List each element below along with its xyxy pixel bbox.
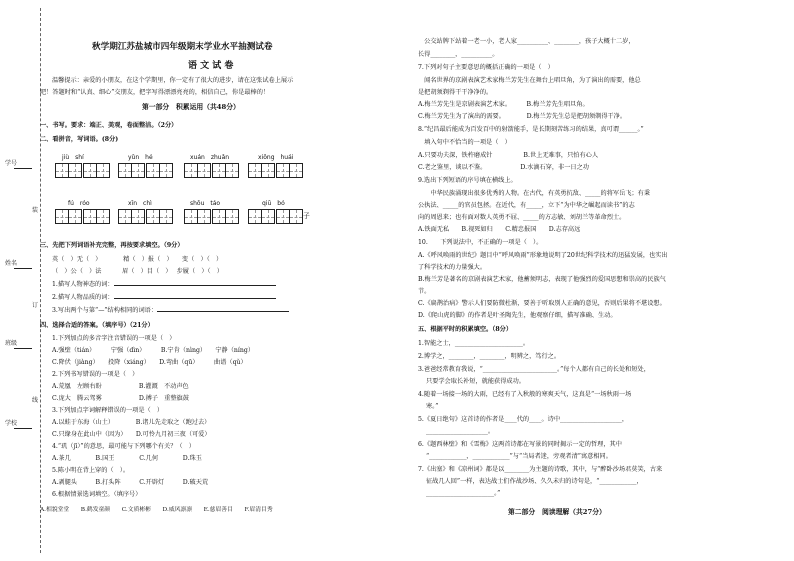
label-school: 学校 [5,420,18,427]
s5-7-cont2: ______________________。” [426,490,501,497]
q9-passage-2: 公执法、_____的官员包拯。在近代，有_____，立下“为中华之崛起而读书”的志 [418,202,635,209]
sep-xian: 线 [32,397,39,404]
s5-7-cont: 征战几人回”一样，表达战士们作战沙场、久久未归的诗句是，“____________， [426,478,643,485]
q7-cd: C.梅兰芳先生为了演出的需要。 D.梅兰芳先生总是把胡须剃得干净。 [418,113,627,120]
s5-3-cont: 只要学会取长补短，就能获得成功。 [426,378,525,385]
q10-a-1: A.《呼风唤雨的世纪》题目中“呼风唤雨”形象地说明了20世纪科学技术的迅猛发展，也实出 [418,252,668,259]
q10: 10. 下列说法中，不正确的一项是（ ）。 [418,239,543,246]
writing-grid-12[interactable] [146,209,172,224]
part2-heading: 第二部分 阅读理解（共27分） [508,508,606,516]
pinyin-5: fú róo [68,200,90,207]
writing-grid-11[interactable] [118,209,144,224]
exam-title: 秋学期江苏盐城市四年级期末学业水平抽测试卷 [92,42,273,52]
s5-1: 1.智能之士，______________________。 [418,340,530,347]
q4-1-cd: C.降伏（jiàng） 投降（xiáng） D.弯曲（qū） 曲谱（qǔ） [52,359,247,366]
q10-a-2: 了科学技术的力量强大。 [418,264,487,271]
q4-1-ab: A.强壁（tián） 宁强（dìn） B.宁肯（nìng） 宁静（níng） [52,347,255,354]
label-name: 姓名 [5,260,18,267]
q7-ab: A.梅兰芳先生是京剧表演艺术家。 B.梅兰芳先生唱旦角。 [418,101,589,108]
s5-5: 5.《夏日绝句》这首诗的作者是____代的____。诗中____________________， [418,416,629,423]
sep-ding: 订 [32,302,39,309]
q9-options: A.铁面无私 B.视死如归 C.精忠报国 D.志存高远 [418,226,581,233]
writing-grid-16[interactable] [276,209,302,224]
pinyin-6: xīn chì [128,200,152,207]
writing-grid-15[interactable] [248,209,274,224]
label-student-id: 学号 [5,160,18,167]
class-line [14,348,32,349]
q4-2-ab: A.荒凰 左顾右盼 B.灌溉 不动声色 [52,383,189,390]
s5-6: 6.《题西林壁》和《雪梅》这两首诗都在写景的同时揭示一定的哲理，其中 [418,441,622,448]
pinyin-7: shōu táo [190,200,221,207]
q7-passage-2: 是把胡须剃得干干净净的。 [418,89,493,96]
label-class: 班级 [5,340,18,347]
s5-6-cont: “____________，____________”与“当局者迷，旁观者清”寓意相同。 [426,453,612,460]
intro-line-1: 温馨提示：亲爱的小朋友，在这个学期里，你一定有了很大的进步，请在这张试卷上展示 [52,77,294,84]
q9-passage-1: 中华民族涌现出很多优秀的人物。在古代，有英勇抗敌、_____的将军岳飞；有秉 [418,190,651,197]
pinyin-1: jiù shí [62,154,84,161]
exam-subtitle: 语 文 试 卷 [188,61,234,71]
writing-grid-5[interactable] [184,163,210,178]
intro-line-2: 吧！答题时和“认真、细心”交朋友，把字写得漂漂亮亮的，相信自己，你是最棒的！ [40,89,270,96]
s5-5-cont: ____________________。 [426,428,495,435]
pinyin-8: qiū bó [262,200,285,207]
q1-heading: 一、书写。要求：端正、美观，卷面整洁。（2分） [40,122,178,129]
q3-heading: 三、先把下列词语补充完整，再按要求填空。（9分） [40,242,184,249]
q8-ab: A.只要功夫深，铁杵磨成针 B.世上无难事，只怕有心人 [418,152,599,159]
q4-2: 2.下列书写错误的一项是（ ） [52,371,139,378]
q4-6-options: A.相貌堂堂 B.鹤发童颜 C.文质彬彬 D.威风凛凛 E.慈眉善目 F.眉清目秀 [40,507,273,513]
pinyin-2: yǔn hé [128,154,153,161]
q7: 7.下列对句子主要意思的概括正确的一项是（ ） [418,64,554,71]
writing-grid-8[interactable] [276,163,302,178]
q2-heading: 二、看拼音，写词语。(8分) [40,136,119,143]
q8: 8.“纪昌最后能成为百发百中的射箭能手，是长期刻苦练习的结果，真可谓______。” [418,126,644,133]
s5-3: 3.爸爸经常教育我说，“________________________。”每个人都有自己的长处和短处， [418,366,650,373]
writing-grid-6[interactable] [212,163,238,178]
q4-3: 3.下列加点字词解释错误的一项是（ ） [52,407,164,414]
q4-4: 4.“玑（jī）”的意思，最可能与下列哪个有关？（ ） [52,443,195,450]
q4-4-options: A.茶几 B.国王 C.几何 D.珠玉 [52,455,202,462]
r-line-2: 长得________，__________。 [418,51,499,58]
school-line [14,428,32,429]
q3-sub-c: 3.写出两个与第“—”结构相同的词语： [52,307,289,315]
writing-grid-4[interactable] [146,163,172,178]
writing-grid-14[interactable] [212,209,238,224]
q7-passage-1: 闻名世界的京剧表演艺术家梅兰芳先生在舞台上唱旦角，为了演出的需要，他总 [418,77,641,84]
q10-d: D.《爬山虎的脚》的作者是叶圣陶先生，他观察仔细，描写准确、生动。 [418,312,617,319]
q10-c: C.《扁鹊治病》警示人们要防微杜渐，要善于听取别人正确的意见，否则后果将不堪设想。 [418,300,666,307]
q8-cd: C.老之鉴里，谈以不鉴。 D.水滴石穿，非一日之功 [418,164,589,171]
name-line [14,268,32,269]
q4-3-ab: A.以蛙于东海（山土） B.诸儿先走取之（跑过去） [52,419,211,426]
writing-grid-10[interactable] [83,209,109,224]
s5-4: 4.随着一场接一场的大雨，已经有了入秋般的寒爽天气，这真是“一场秋雨一场 [418,391,632,398]
grid-suffix-char: 子 [303,212,310,220]
pinyin-3: xuán zhuǎn [190,154,230,161]
writing-grid-2[interactable] [83,163,109,178]
q4-6: 6.根据情景选词填空。（填序号） [52,491,142,498]
s5-7: 7.《出塞》和《凉州词》都是以________为主题的诗歌，其中，与“醉卧沙场君莫笑，古来 [418,466,663,473]
sep-zhuang: 装 [32,207,39,214]
q10-b-1: B.梅兰芳是著名的京剧表演艺术家，他蓄须明志，表现了他强烈的爱国思想和崇高的民族气 [418,276,666,283]
s5-4-cont: 寒。” [426,403,439,410]
writing-grid-7[interactable] [248,163,274,178]
q3-sub-b: 2.描写人物品质的词： [52,294,276,302]
q9: 9.选出下列短语的序号填在横线上。 [418,177,517,184]
q9-passage-3: 向的周恩来；也有面对数人英勇不屈、_____的方志敏、刘胡兰等革命烈士。 [418,214,626,221]
q4-1: 1.下列加点的多音字注音错误的一项是（ ） [52,335,176,342]
q8-prompt: 填入句中不恰当的一项是（ ） [418,139,511,146]
q4-3-cd: C.只缘身在此山中（因为） D.可怜九月初三夜（可爱） [52,431,211,438]
q3-line-2: （ ）公（ ）法 眉（ ）目（ ） 步履（ ）（ ） [52,268,223,275]
pinyin-4: xiōng huái [258,154,294,161]
writing-grid-9[interactable] [55,209,81,224]
q3-sub-a: 1.描写人物神态的词： [52,281,276,289]
q3-line-1: 英（ ）无（ ） 精（ ）报（ ） 变（ ）（ ） [52,256,223,263]
part1-heading: 第一部分 积累运用（共48分） [142,103,240,111]
q4-5: 5.陈小明在背上穿的（ ）。 [52,467,130,474]
q4-5-options: A.剥腿头 B.打头阵 C.开辟灯 D.破天荒 [52,479,209,486]
writing-grid-1[interactable] [55,163,81,178]
q10-b-2: 节。 [418,288,431,295]
writing-grid-3[interactable] [118,163,144,178]
r-line-1: 公交站牌下站着一老一小，老人家__________、________，孩子大概十二岁， [418,38,635,45]
q4-heading: 四、选择合适的答案。（填序号）（21分） [40,322,154,329]
id-line [14,168,32,169]
s5-2: 2.博学之，________，________，明辨之，笃行之。 [418,353,561,360]
section5-heading: 五、根据平时的积累填空。（8分） [418,326,513,333]
q4-2-cd: C.庞大 腾云驾雾 D.搏子 重整旗鼓 [52,395,189,402]
writing-grid-13[interactable] [184,209,210,224]
